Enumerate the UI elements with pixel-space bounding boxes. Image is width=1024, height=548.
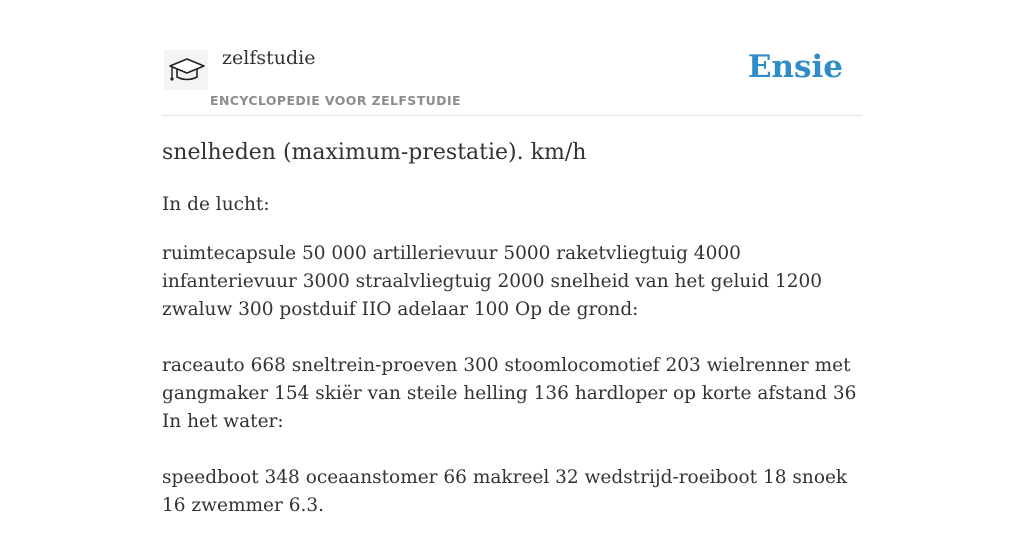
page-title: snelheden (maximum-prestatie). km/h (162, 140, 587, 165)
site-name[interactable]: zelfstudie (222, 47, 316, 69)
article-body (162, 240, 862, 548)
article-paragraph: speedboot 348 oceaanstomer 66 makreel 32 wedstrijd-roeiboot 18 snoek 16 zwemmer 6.3. (162, 467, 848, 516)
article-intro: In de lucht: (162, 194, 270, 215)
graduation-cap-icon[interactable] (164, 50, 208, 90)
site-tagline: ENCYCLOPEDIE VOOR ZELFSTUDIE (210, 93, 461, 108)
site-header (162, 38, 862, 116)
brand-logo[interactable]: Ensie (747, 49, 843, 85)
article-paragraph: ruimtecapsule 50 000 artillerievuur 5000 raketvliegtuig 4000 infanterievuur 3000 straalvliegtuig 2000 snelheid van het geluid 1200 zwaluw 300 postduif IIO adelaar 100 Op de grond: (162, 243, 823, 320)
article-paragraph: raceauto 668 sneltrein-proeven 300 stoomlocomotief 203 wielrenner met gangmaker 154 skiër van steile helling 136 hardloper op korte afstand 36 In het water: (162, 355, 857, 432)
